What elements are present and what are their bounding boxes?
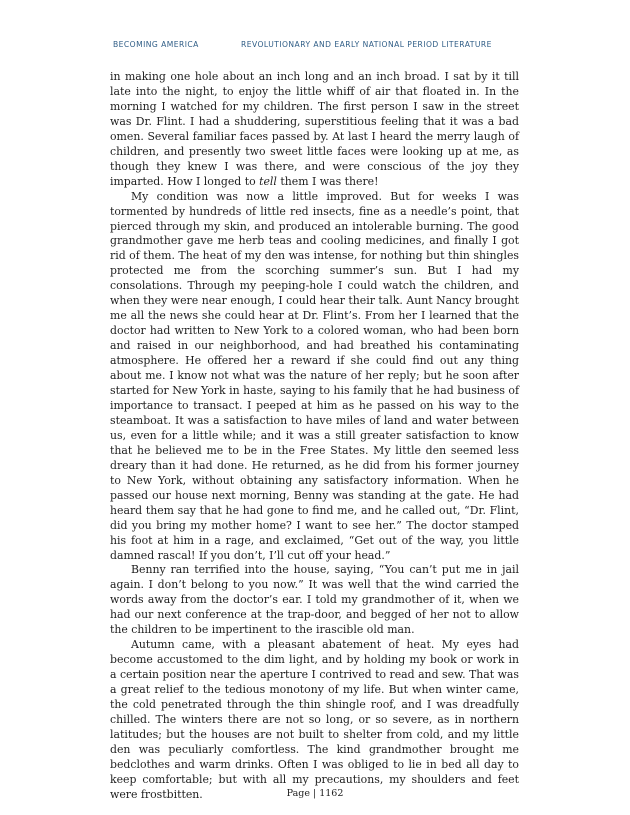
book-title: BECOMING AMERICA (113, 40, 199, 49)
page-number: Page | 1162 (286, 788, 344, 799)
paragraph-1-end: them I was there! (276, 174, 379, 188)
paragraph-4: Autumn came, with a pleasant abatement of heat. My eyes had become accustomed to the dim light, and by holding my book or work in a certain position near the aperture I contrived to read and sew. That was a great relief to the tedious monotony of my life. But when winter came, the cold penetrated through the thin shingle roof, and I was dreadfully chilled. The winters there are not so long, or so severe, as in northern latitudes; but the houses are not built to shelter from cold, and my little den was peculiarly comfortless. The kind grandmother brought me bedclothes and warm drinks. Often I was obliged to lie in bed all day to keep comfortable; but with all my precautions, my shoulders and feet were frostbitten. (110, 638, 520, 801)
body-text (110, 70, 519, 803)
paragraph-3: Benny ran terrified into the house, saying, “You can’t put me in jail again. I don’t belong to you now.” It was well that the wind carried the words away from the doctor’s ear. I told my grandmother of it, when we had our next conference at the trap-door, and begged of her not to allow the children to be impertinent to the irascible old man. (110, 563, 519, 637)
paragraph-1-text: in making one hole about an inch long and an inch broad. I sat by it till late into the night, to enjoy the little whiff of air that floated in. In the morning I watched for my children. The first person I saw in the street was Dr. Flint. I had a shuddering, superstitious feeling that it was a bad omen. Several familiar faces passed by. At last I heard the merry laugh of children, and presently two sweet little faces were looking up at me, as though they knew I was there, and were conscious of the joy they imparted. How I longed to (110, 70, 519, 188)
emphasized-word: tell (259, 174, 277, 188)
paragraph-2: My condition was now a little improved. But for weeks I was tormented by hundreds of little red insects, fine as a needle’s point, that pierced through my skin, and produced an intolerable burning. The good grandmother gave me herb teas and cooling medicines, and finally I got rid of them. The heat of my den was intense, for nothing but thin shingles protected me from the scorching summer’s sun. But I had my consolations. Through my peeping-hole I could watch the children, and when they were near enough, I could hear their talk. Aunt Nancy brought me all the news she could hear at Dr. Flint’s. From her I learned that the doctor had written to New York to a colored woman, who had been born and raised in our neighborhood, and had breathed his contaminating atmosphere. He offered her a reward if she could find out any thing about me. I know not what was the nature of her reply; but he soon after started for New York in haste, saying to his family that he had business of importance to transact. I peeped at him as he passed on his way to the steamboat. It was a satisfaction to have miles of land and water between us, even for a little while; and it was a still greater satisfaction to know that he believed me to be in the Free States. My little den seemed less dreary than it had done. He returned, as he did from his former journey to New York, without obtaining any satisfactory information. When he passed our house next morning, Benny was standing at the gate. He had heard them say that he had gone to find me, and he called out, “Dr. Flint, did you bring my mother home? I want to see her.” The doctor stamped his foot at him in a rage, and exclaimed, “Get out of the way, you little damned rascal! If you don’t, I’ll cut off your head.” (110, 189, 519, 562)
series-title: REVOLUTIONARY AND EARLY NATIONAL PERIOD LITERATURE (241, 40, 492, 49)
page-footer (0, 788, 630, 799)
running-header (113, 40, 560, 54)
paragraph-1 (110, 70, 519, 190)
